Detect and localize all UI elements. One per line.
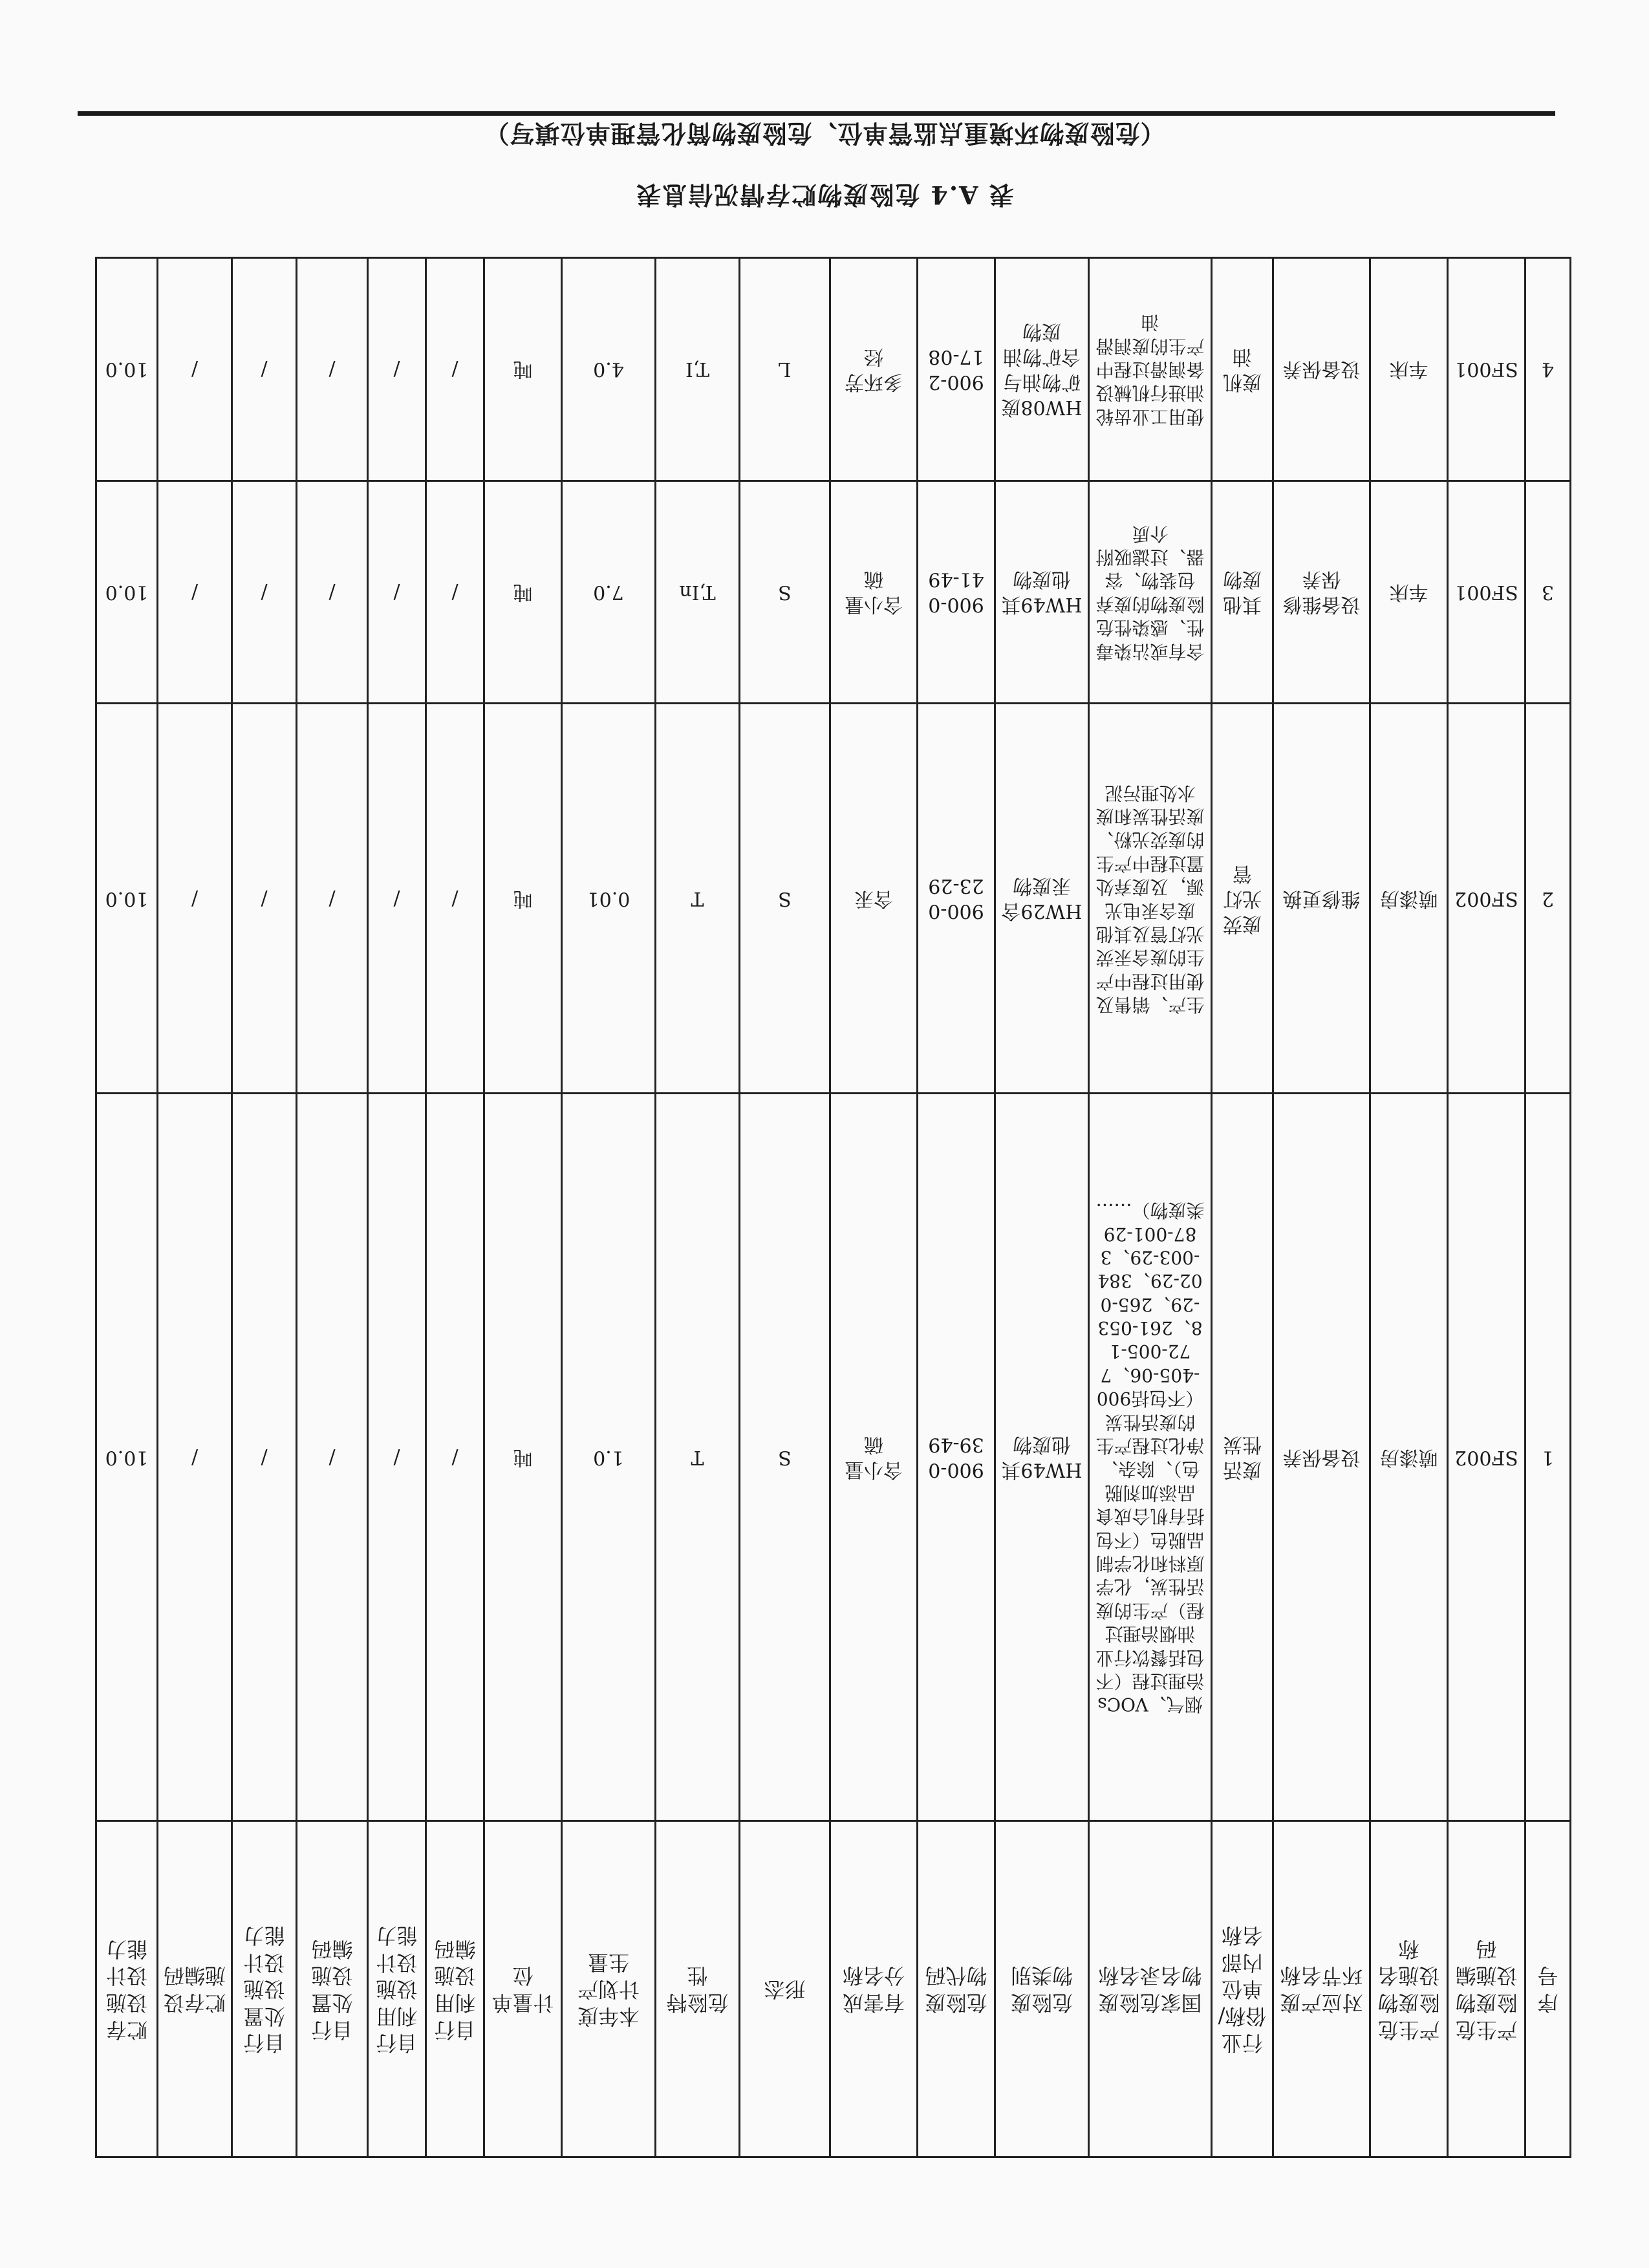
header-rule: [78, 111, 1555, 116]
cell-unit: 吨: [484, 258, 562, 481]
col-header: 自行利用设施编码: [426, 1821, 484, 2157]
cell-facility-name: 车床: [1370, 258, 1448, 481]
table-row: [96, 1094, 1571, 1821]
cell-no: 4: [1525, 258, 1571, 481]
cell-storage-cap: 10.0: [96, 1094, 158, 1821]
col-header: 危险特性: [656, 1821, 740, 2157]
cell-process: 设备保养: [1273, 1094, 1370, 1821]
cell-storage-code: /: [158, 258, 232, 481]
col-header: 危险废物代码: [918, 1821, 995, 2157]
cell-dispose-code: /: [297, 1094, 368, 1821]
cell-reuse-cap: /: [368, 704, 426, 1094]
cell-unit: 吨: [484, 704, 562, 1094]
col-header: 本年度计划产生量: [562, 1821, 656, 2157]
cell-directory-name: 含有或沾染毒性、感染性危险废物的废弃包装物、容器、过滤吸附介质: [1089, 481, 1212, 704]
cell-no: 3: [1525, 481, 1571, 704]
cell-reuse-code: /: [426, 258, 484, 481]
cell-amount: 7.0: [562, 481, 656, 704]
col-header: 计量单位: [484, 1821, 562, 2157]
cell-storage-cap: 10.0: [96, 704, 158, 1094]
col-header: 自行处置设施编码: [297, 1821, 368, 2157]
cell-process: 设备维修保养: [1273, 481, 1370, 704]
cell-code: 900-023-29: [918, 704, 995, 1094]
col-header: 对应产废环节名称: [1273, 1821, 1370, 2157]
col-header: 贮存设施设计能力: [96, 1821, 158, 2157]
cell-facility-code: SF002: [1448, 704, 1525, 1094]
cell-reuse-code: /: [426, 704, 484, 1094]
cell-unit: 吨: [484, 481, 562, 704]
col-header: 国家危险废物名录名称: [1089, 1821, 1212, 2157]
cell-reuse-cap: /: [368, 481, 426, 704]
cell-form: L: [740, 258, 830, 481]
cell-unit: 吨: [484, 1094, 562, 1821]
cell-form: S: [740, 1094, 830, 1821]
col-header: 自行处置设施设计能力: [232, 1821, 297, 2157]
cell-no: 2: [1525, 704, 1571, 1094]
cell-reuse-cap: /: [368, 258, 426, 481]
cell-storage-code: /: [158, 704, 232, 1094]
cell-category: HW49其他废物: [995, 481, 1089, 704]
cell-amount: 0.01: [562, 704, 656, 1094]
cell-facility-code: SF001: [1448, 481, 1525, 704]
cell-dispose-cap: /: [232, 258, 297, 481]
cell-facility-code: SF002: [1448, 1094, 1525, 1821]
cell-alias: 废活性炭: [1212, 1094, 1273, 1821]
cell-dispose-cap: /: [232, 704, 297, 1094]
cell-facility-code: SF001: [1448, 258, 1525, 481]
cell-no: 1: [1525, 1094, 1571, 1821]
cell-facility-name: 喷漆房: [1370, 704, 1448, 1094]
cell-directory-name: 生产、销售及使用过程中产生的废含汞荧光灯管及其他废含汞电光源，及废弃处置过程中产生的废荧光粉、废活性炭和废水处理污泥: [1089, 704, 1212, 1094]
col-header: 有害成分名称: [830, 1821, 918, 2157]
cell-dispose-code: /: [297, 481, 368, 704]
cell-form: S: [740, 481, 830, 704]
header-row: [96, 1821, 1571, 2157]
table-title: 表 A.4 危险废物贮存情况信息表: [635, 180, 1014, 210]
cell-dispose-code: /: [297, 258, 368, 481]
table-note: （危险废物环境重点监管单位、危险废物简化管理单位填写）: [484, 119, 1165, 148]
cell-harmful: 多环芳烃: [830, 258, 918, 481]
cell-harmful: 含小量硫: [830, 481, 918, 704]
col-header: 自行利用设施设计能力: [368, 1821, 426, 2157]
table-row: [96, 704, 1571, 1094]
cell-alias: 废机油: [1212, 258, 1273, 481]
cell-reuse-cap: /: [368, 1094, 426, 1821]
cell-harmful: 含汞: [830, 704, 918, 1094]
table-row: [96, 481, 1571, 704]
col-header: 行业俗称/单位内部名称: [1212, 1821, 1273, 2157]
cell-directory-name: 烟气、VOCs治理过程（不包括餐饮行业油烟治理过程）产生的废活性炭，化学原料和化学制品脱色（不包括有机合成食品添加剂脱色）、除杂、净化过程产生的废活性炭（不包括900-405-06、772-005-18、261-053-29、265-002-29、384-003-29、387-001-29类废物）……: [1089, 1094, 1212, 1821]
col-header: 贮存设施编码: [158, 1821, 232, 2157]
cell-hazard: T: [656, 1094, 740, 1821]
cell-hazard: T,I: [656, 258, 740, 481]
cell-code: 900-039-49: [918, 1094, 995, 1821]
col-header: 序号: [1525, 1821, 1571, 2157]
cell-storage-code: /: [158, 481, 232, 704]
cell-alias: 其他废物: [1212, 481, 1273, 704]
col-header: 形态: [740, 1821, 830, 2157]
cell-category: HW08废矿物油与含矿物油废物: [995, 258, 1089, 481]
cell-reuse-code: /: [426, 481, 484, 704]
cell-dispose-code: /: [297, 704, 368, 1094]
cell-code: 900-217-08: [918, 258, 995, 481]
cell-harmful: 含小量硫: [830, 1094, 918, 1821]
cell-category: HW49其他废物: [995, 1094, 1089, 1821]
cell-process: 维修更换: [1273, 704, 1370, 1094]
cell-facility-name: 车床: [1370, 481, 1448, 704]
cell-dispose-cap: /: [232, 481, 297, 704]
cell-hazard: T: [656, 704, 740, 1094]
col-header: 产生危险废物设施编码: [1448, 1821, 1525, 2157]
table-row: [96, 258, 1571, 481]
cell-storage-cap: 10.0: [96, 481, 158, 704]
cell-amount: 4.0: [562, 258, 656, 481]
cell-category: HW29含汞废物: [995, 704, 1089, 1094]
col-header: 危险废物类别: [995, 1821, 1089, 2157]
cell-form: S: [740, 704, 830, 1094]
cell-hazard: T,In: [656, 481, 740, 704]
cell-code: 900-041-49: [918, 481, 995, 704]
hazardous-waste-storage-table: [95, 257, 1571, 2158]
cell-storage-cap: 10.0: [96, 258, 158, 481]
cell-dispose-cap: /: [232, 1094, 297, 1821]
cell-alias: 废荧光灯管: [1212, 704, 1273, 1094]
cell-reuse-code: /: [426, 1094, 484, 1821]
col-header: 产生危险废物设施名称: [1370, 1821, 1448, 2157]
cell-storage-code: /: [158, 1094, 232, 1821]
cell-amount: 1.0: [562, 1094, 656, 1821]
cell-process: 设备保养: [1273, 258, 1370, 481]
cell-facility-name: 喷漆房: [1370, 1094, 1448, 1821]
cell-directory-name: 使用工业齿轮油进行机械设备润滑过程中产生的废润滑油: [1089, 258, 1212, 481]
